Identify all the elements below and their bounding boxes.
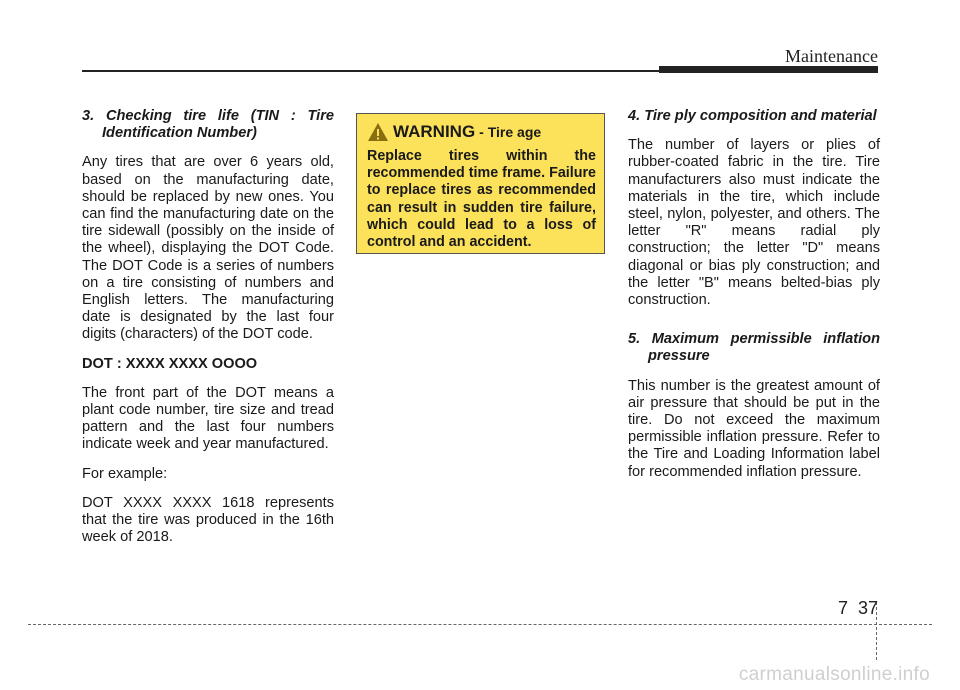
- watermark: carmanualsonline.info: [738, 664, 930, 685]
- dot-code-format: DOT : XXXX XXXX OOOO: [82, 355, 258, 372]
- warning-text: Replace tires within the recommended time frame. Failure to replace tires as recommended can result in sudden tire failure, which could lead to a loss of control and an accident.: [367, 148, 596, 251]
- example-text: DOT XXXX XXXX 1618 represents that the tire was produced in the 16th week of 2018.: [82, 494, 334, 546]
- header-rule: [82, 70, 662, 72]
- ply-text: The number of layers or plies of rubber-coated fabric in the tire. Tire manufacturers also must indicate the materials in the tire, which include steel, nylon, polyester, and others. The letter "R" means radial ply construction; the letter "D" means diagonal or bias ply construction; and the letter "B" means belted-bias ply construction.: [628, 137, 880, 309]
- tin-paragraph-2: The front part of the DOT means a plant code number, tire size and tread pattern and the last four numbers indicate week and year manufactured.: [82, 384, 334, 453]
- inflation-heading: 5. Maximum permissible inflation pressure: [628, 331, 880, 365]
- footer-divider: [28, 624, 932, 625]
- tin-heading: 3. Checking tire life (TIN : Tire Identification Number): [82, 108, 334, 142]
- tin-paragraph-1: Any tires that are over 6 years old, based on the manufacturing date, should be replaced by new ones. You can find the manufacturing date on the tire sidewall (possibly on the inside of the wheel), displaying the DOT Code. The DOT Code is a series of numbers on a tire consisting of numbers and English letters. The manufacturing date is designated by the last four digits (characters) of the DOT code.: [82, 154, 334, 343]
- example-label: For example:: [82, 465, 168, 482]
- warning-title: WARNING: [393, 122, 476, 141]
- header-rule-accent: [659, 66, 878, 73]
- ply-heading: 4. Tire ply composition and material: [628, 108, 877, 124]
- warning-title-row: [367, 122, 596, 142]
- warning-subtitle: - Tire age: [479, 124, 542, 140]
- page-number-value: 37: [857, 598, 878, 618]
- section-title: Maintenance: [785, 46, 878, 66]
- chapter-number: 7: [837, 598, 848, 618]
- inflation-text: This number is the greatest amount of air pressure that should be put in the tire. Do not exceed the maximum permissible inflation pressure. Refer to the Tire and Loading Information label for recommended inflation pressure.: [628, 377, 880, 480]
- column-left: [82, 108, 334, 558]
- column-right: [628, 108, 880, 493]
- warning-triangle-icon: [367, 122, 389, 142]
- page-number: [838, 598, 878, 619]
- warning-box: [356, 113, 605, 254]
